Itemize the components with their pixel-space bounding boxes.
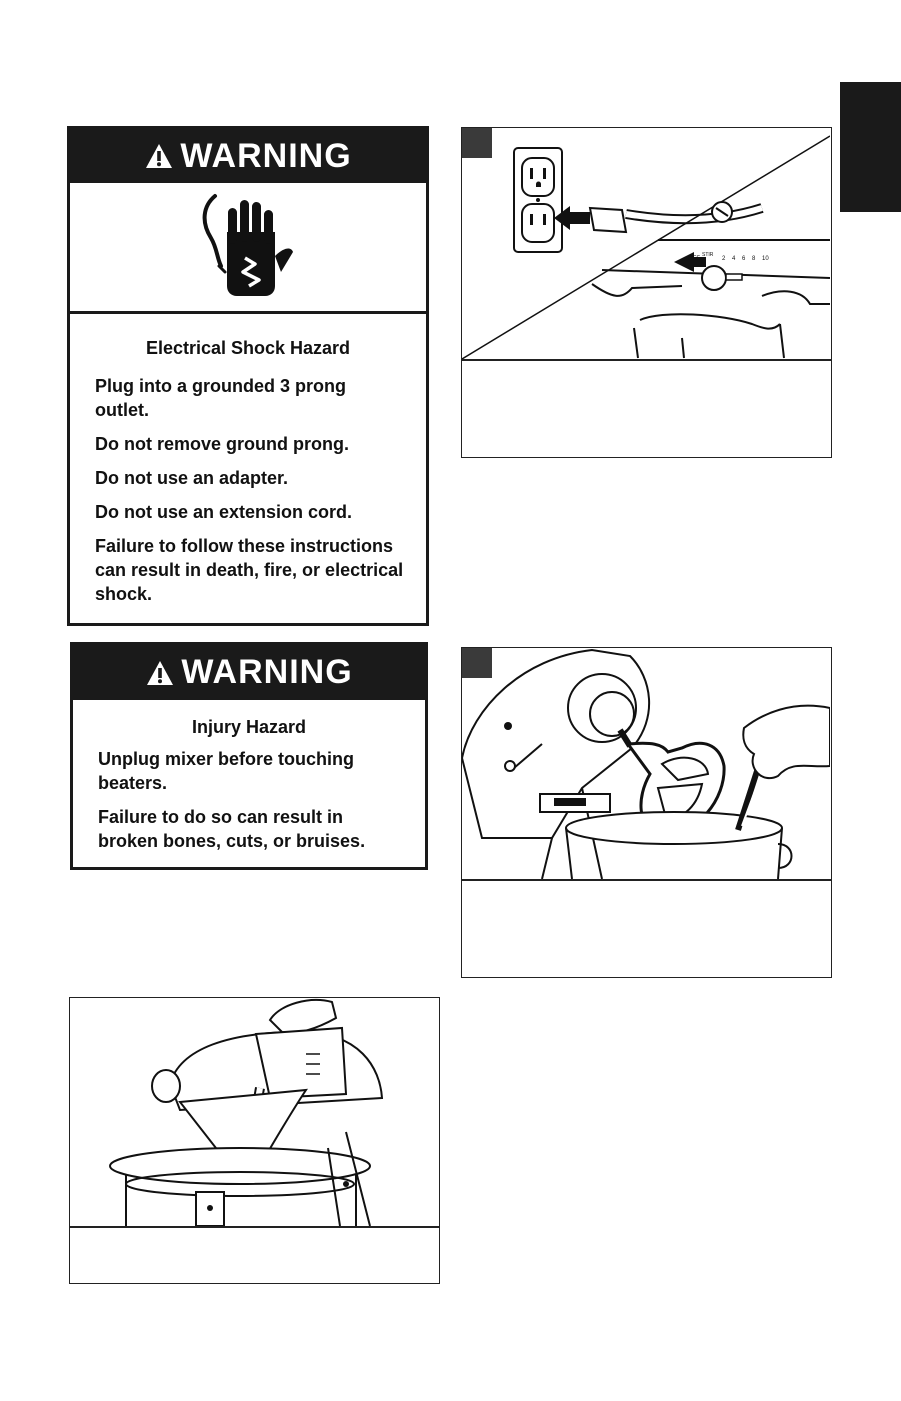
speed-label: 8 <box>752 256 756 262</box>
figure-caption <box>462 361 831 455</box>
section-tab <box>840 82 901 212</box>
warning-triangle-icon <box>145 659 175 687</box>
warning-line: Do not remove ground prong. <box>95 434 349 454</box>
speed-label: 2 <box>722 256 726 262</box>
plug-outlet-speed-control-illustration <box>462 128 830 359</box>
warning-line: Plug into a grounded 3 prong outlet. <box>95 376 346 420</box>
warning-header <box>73 645 425 700</box>
hazard-title: Electrical Shock Hazard <box>145 338 351 358</box>
injury-warning-box <box>70 642 428 870</box>
shock-icon-panel <box>70 183 426 314</box>
pouring-shield-illustration <box>70 998 438 1226</box>
figure-caption <box>70 1228 439 1281</box>
warning-line: Do not use an extension cord. <box>95 502 353 522</box>
warning-line: Failure to do so can result in broken bones, cuts, or bruises. <box>98 807 366 851</box>
speed-label: 10 <box>762 256 769 262</box>
warning-triangle-icon <box>144 142 174 170</box>
mixer-bowl-spatula-illustration <box>462 648 830 879</box>
electrical-shock-warning-box <box>67 126 429 626</box>
figure-caption <box>462 881 831 975</box>
warning-title: WARNING <box>181 653 353 691</box>
electrical-shock-hand-icon <box>193 192 303 302</box>
hazard-title: Injury Hazard <box>191 717 307 737</box>
warning-line: Unplug mixer before touching beaters. <box>98 749 355 793</box>
speed-label: 6 <box>742 256 746 262</box>
figure-pour-shield <box>69 997 440 1284</box>
warning-header <box>70 129 426 183</box>
warning-title: WARNING <box>180 136 352 175</box>
warning-line: Do not use an adapter. <box>95 468 289 488</box>
warning-text <box>70 314 426 606</box>
speed-label: OFF <box>688 256 700 262</box>
figure-scrape-bowl <box>461 647 832 978</box>
speed-label: STIR <box>702 252 714 258</box>
warning-text <box>73 700 425 853</box>
warning-line: Failure to follow these instructions can result in death, fire, or electrical shock. <box>95 536 404 604</box>
figure-plug-in <box>461 127 832 458</box>
speed-label: 4 <box>732 256 736 262</box>
